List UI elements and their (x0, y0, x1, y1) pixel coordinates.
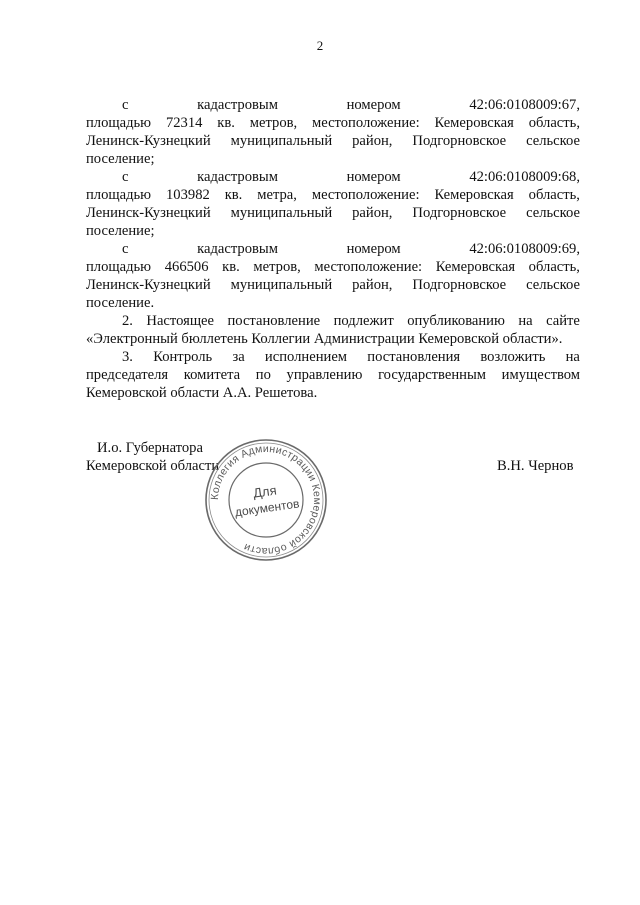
word: метров, (249, 115, 298, 131)
word: муниципальный (230, 205, 333, 221)
word: область, (528, 259, 580, 275)
word: председателя (86, 367, 169, 383)
word: 2. (122, 313, 133, 329)
word: 42:06:0108009:68, (469, 169, 580, 185)
word: подлежит (333, 313, 394, 329)
text-line (86, 132, 580, 150)
page-number: 2 (316, 38, 324, 53)
word: Ленинск-Кузнецкий (86, 205, 211, 221)
word: Подгорновское (412, 133, 507, 149)
text-line (86, 366, 580, 384)
word: 466506 (164, 259, 209, 275)
word: поселение; (86, 151, 155, 167)
word: Подгорновское (412, 277, 507, 293)
word: на (518, 313, 533, 329)
text-line (86, 114, 580, 132)
word: сельское (526, 277, 580, 293)
word: на (565, 349, 580, 365)
word: возложить (480, 349, 546, 365)
word: за (232, 349, 245, 365)
text-line (122, 168, 580, 186)
stamp-ring-text: Коллегия Администрации Кемеровской области (208, 442, 324, 558)
text-line (86, 294, 580, 312)
word: кадастровым (197, 241, 278, 257)
word: район, (352, 277, 393, 293)
word: комитета (183, 367, 241, 383)
word: 42:06:0108009:69, (469, 241, 580, 257)
word: Подгорновское (412, 205, 507, 221)
word: Контроль (153, 349, 213, 365)
word: область, (528, 115, 580, 131)
word: площадью (86, 187, 152, 203)
text-line (86, 222, 580, 240)
word: 72314 (165, 115, 203, 131)
word: имуществом (501, 367, 580, 383)
word: местоположение: (311, 187, 420, 203)
word: метра, (257, 187, 297, 203)
word: номером (346, 97, 401, 113)
word: кв. (222, 259, 240, 275)
word: поселение. (86, 295, 155, 311)
text-line (86, 186, 580, 204)
word: Ленинск-Кузнецкий (86, 277, 211, 293)
signature-title-line1: И.о. Губернатора (97, 440, 203, 456)
stamp-center-line1: Для (252, 482, 278, 501)
word: с (122, 169, 129, 185)
signature-title-line2: Кемеровской области (86, 458, 220, 474)
text-line (122, 312, 580, 330)
text-line (122, 96, 580, 114)
word: сельское (526, 133, 580, 149)
word: Кемеровской области А.А. Решетова. (86, 385, 318, 401)
text-line (86, 150, 580, 168)
word: 103982 (166, 187, 210, 203)
text-line (86, 330, 580, 348)
word: местоположение: (314, 259, 423, 275)
word: по (255, 367, 271, 383)
word: район, (352, 205, 393, 221)
word: постановление (227, 313, 321, 329)
word: местоположение: (312, 115, 420, 131)
word: район, (352, 133, 393, 149)
word: исполнением (264, 349, 348, 365)
word: государственным (378, 367, 487, 383)
text-line (122, 240, 580, 258)
signature-name: В.Н. Чернов (497, 458, 574, 474)
text-line (86, 384, 580, 402)
word: управлению (286, 367, 363, 383)
word: площадью (86, 115, 152, 131)
word: кв. (224, 187, 243, 203)
word: Кемеровская (434, 187, 514, 203)
word: кв. (217, 115, 235, 131)
word: кадастровым (197, 97, 278, 113)
word: с (122, 241, 129, 257)
word: 3. (122, 349, 133, 365)
word: номером (346, 241, 401, 257)
word: сельское (526, 205, 580, 221)
word: Ленинск-Кузнецкий (86, 133, 211, 149)
word: кадастровым (197, 169, 278, 185)
word: муниципальный (230, 133, 333, 149)
text-line (86, 204, 580, 222)
word: постановления (367, 349, 461, 365)
word: область, (528, 187, 580, 203)
word: с (122, 97, 129, 113)
word: поселение; (86, 223, 155, 239)
text-line (86, 276, 580, 294)
text-line (122, 348, 580, 366)
word: Кемеровская (434, 115, 514, 131)
official-stamp-icon (204, 438, 328, 562)
word: Настоящее (146, 313, 215, 329)
word: опубликованию (407, 313, 505, 329)
word: сайте (546, 313, 580, 329)
word: «Электронный бюллетень Коллегии Администрации Кемеровской области». (86, 331, 563, 347)
word: номером (346, 169, 401, 185)
text-line (86, 258, 580, 276)
word: Кемеровская (435, 259, 516, 275)
word: метров, (253, 259, 301, 275)
stamp-center-line2: документов (234, 496, 301, 520)
word: площадью (86, 259, 152, 275)
word: муниципальный (230, 277, 333, 293)
word: 42:06:0108009:67, (469, 97, 580, 113)
